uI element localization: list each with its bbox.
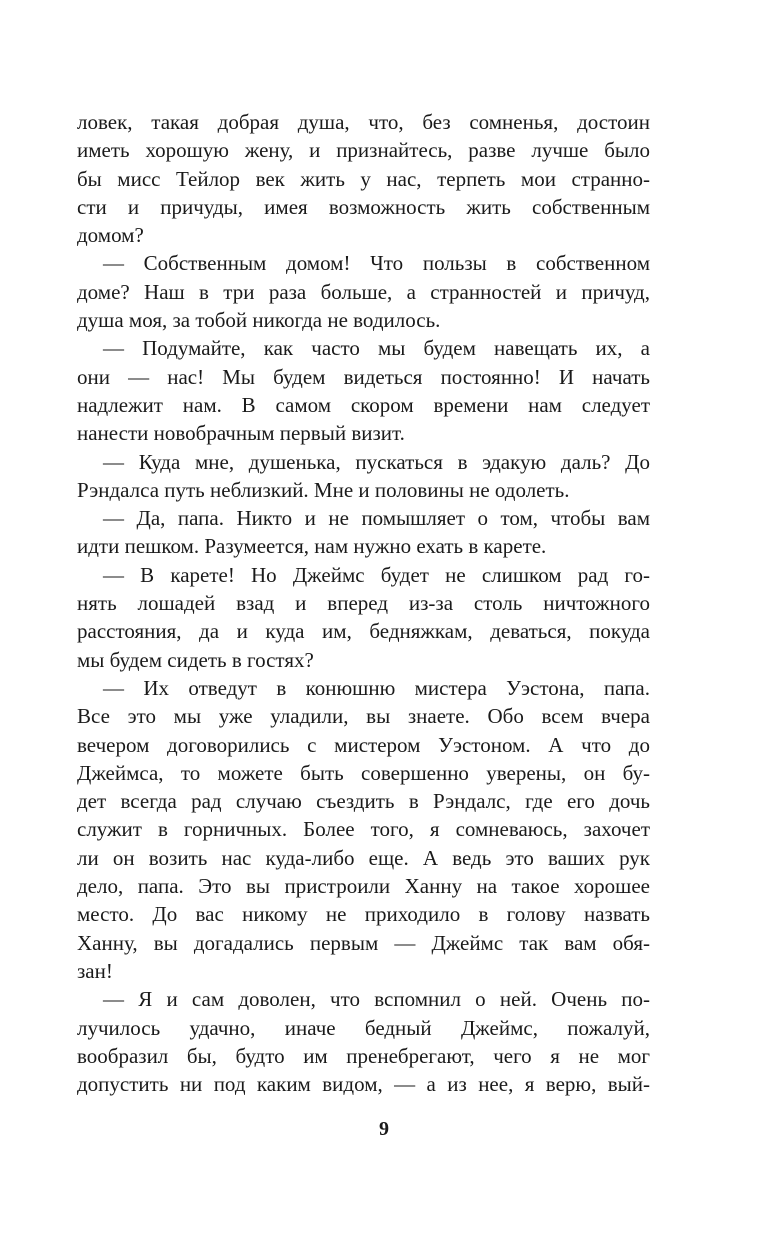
page-number: 9: [379, 1118, 389, 1140]
text-line: расстояния, да и куда им, бедняжкам, деваться, покуда: [77, 619, 650, 644]
text-line: ловек, такая добрая душа, что, без сомненья, достоин: [77, 110, 650, 134]
text-line: — Я и сам доволен, что вспомнил о ней. Очень по-: [103, 987, 650, 1012]
text-line: надлежит нам. В самом скором времени нам следует: [77, 392, 650, 417]
text-line: идти пешком. Разумеется, нам нужно ехать в карете.: [77, 534, 547, 559]
text-line: место. До вас никому не приходило в голову назвать: [77, 902, 650, 927]
page-text: [77, 108, 650, 1098]
text-line: бы мисс Тейлор век жить у нас, терпеть мои странно-: [77, 166, 650, 191]
text-line: — Да, папа. Никто и не помышляет о том, чтобы вам: [103, 506, 650, 531]
text-line: они — нас! Мы будем видеться постоянно! И начать: [77, 364, 650, 389]
text-line: — В карете! Но Джеймс будет не слишком рад го-: [103, 562, 650, 587]
text-line: лучилось удачно, иначе бедный Джеймс, пожалуй,: [77, 1015, 650, 1040]
text-line: нять лошадей взад и вперед из-за столь ничтожного: [77, 591, 650, 616]
text-line: домом?: [77, 223, 144, 248]
text-line: мы будем сидеть в гостях?: [77, 647, 314, 672]
text-line: нанести новобрачным первый визит.: [77, 421, 405, 446]
text-line: иметь хорошую жену, и признайтесь, разве лучше было: [77, 138, 650, 163]
text-line: Джеймса, то можете быть совершенно уверены, он бу-: [77, 760, 650, 785]
text-line: душа моя, за тобой никогда не водилось.: [77, 308, 441, 333]
text-line: вечером договорились с мистером Уэстоном. А что до: [77, 732, 650, 757]
text-line: Ханну, вы догадались первым — Джеймс так вам обя-: [77, 930, 650, 955]
text-line: ли он возить нас куда-либо еще. А ведь это ваших рук: [77, 845, 650, 870]
text-line: Рэндалса путь неблизкий. Мне и половины не одолеть.: [77, 477, 570, 502]
text-line: вообразил бы, будто им пренебрегают, чего я не мог: [77, 1043, 650, 1068]
text-line: сти и причуды, имея возможность жить собственным: [77, 194, 650, 219]
text-line: допустить ни под каким видом, — а из нее, я верю, вый-: [77, 1072, 650, 1097]
text-line: — Собственным домом! Что пользы в собственном: [103, 251, 650, 276]
text-line: Все это мы уже уладили, вы знаете. Обо всем вчера: [77, 704, 650, 729]
text-line: зан!: [77, 958, 113, 983]
text-line: — Подумайте, как часто мы будем навещать их, а: [103, 336, 650, 361]
text-line: — Куда мне, душенька, пускаться в эдакую даль? До: [103, 449, 650, 474]
text-line: доме? Наш в три раза больше, а странностей и причуд,: [77, 279, 650, 304]
text-line: дет всегда рад случаю съездить в Рэндалс, где его дочь: [77, 789, 650, 814]
text-line: — Их отведут в конюшню мистера Уэстона, папа.: [103, 675, 650, 700]
text-line: служит в горничных. Более того, я сомневаюсь, захочет: [77, 817, 650, 842]
text-line: дело, папа. Это вы пристроили Ханну на такое хорошее: [77, 874, 650, 899]
